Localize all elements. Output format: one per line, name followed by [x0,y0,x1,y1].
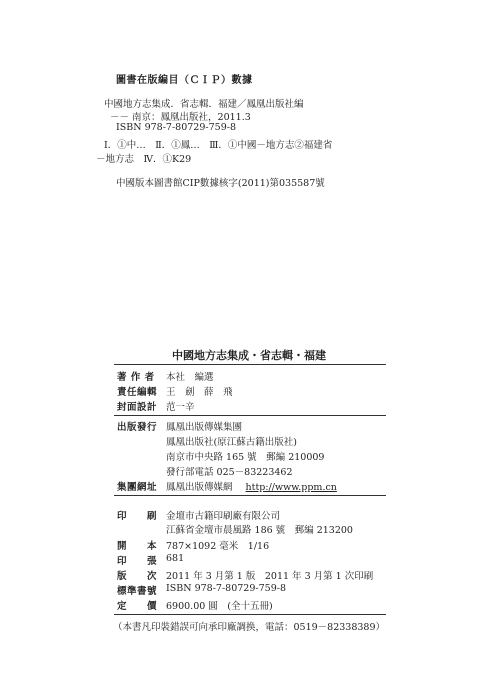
divider [114,614,386,615]
format-label: 開 本 [117,541,158,552]
website-label: 集團網址 [117,482,158,493]
cip-line-5: －地方志 Ⅳ．①K29 [96,154,192,165]
cip-heading: 圖書在版編目（ＣＩＰ）數據 [116,75,253,86]
format-value: 787×1092 毫米 1/16 [166,541,270,552]
cip-line-1: 中國地方志集成．省志輯．福建／鳳凰出版社編 [104,99,304,110]
publisher-label: 出版發行 [117,422,158,433]
printing-line-1: 金壇市古籍印刷廠有限公司 [166,511,281,522]
price-value: 6900.00 圓 (全十五冊) [166,601,273,612]
divider [114,364,386,365]
divider [114,415,386,416]
isbn-label: 標準書號 [117,586,158,597]
isbn-value: ISBN 978-7-80729-759-8 [166,583,286,594]
printing-line-2: 江蘇省金壇市晨風路 186 號 郵編 213200 [166,525,353,536]
edition-label: 版 次 [117,571,158,582]
author-label: 著 作 者 [117,372,155,383]
sheets-value: 681 [166,553,185,564]
cip-line-4: Ⅰ．①中… Ⅱ．①鳳… Ⅲ．①中國－地方志②福建省 [104,140,333,151]
cover-design-value: 范一辛 [166,402,195,413]
footer-note: （本書凡印裝錯誤可向承印廠調换，電話：0519－82338389） [112,622,386,633]
publisher-line-4: 發行部電話 025－83223462 [166,467,293,478]
cover-design-label: 封面設計 [117,402,158,413]
website-name: 鳳凰出版傳媒網 [166,482,233,493]
website-value [166,479,337,493]
publisher-line-1: 鳳凰出版傳媒集團 [166,422,243,433]
printing-label: 印 刷 [117,511,158,522]
editor-label: 責任編輯 [117,387,158,398]
cip-line-6: 中國版本圖書館CIP數據核字(2011)第035587號 [116,178,325,189]
editor-value: 王 劍 薛 飛 [166,387,233,398]
cip-line-3: ISBN 978-7-80729-759-8 [116,122,236,133]
book-title: 中國地方志集成・省志輯・福建 [172,349,326,362]
sheets-label: 印 張 [117,556,158,567]
author-value: 本社 編選 [166,372,214,383]
divider [114,495,386,496]
publisher-line-3: 南京市中央路 165 號 郵編 210009 [166,452,325,463]
edition-value: 2011 年 3 月第 1 版 2011 年 3 月第 1 次印刷 [166,571,374,582]
publisher-line-2: 鳳凰出版社(原江蘇古籍出版社) [166,437,297,448]
price-label: 定 價 [117,601,158,612]
website-url-link[interactable]: http://www.ppm.cn [245,482,337,493]
cip-line-2: －－ 南京：鳳凰出版社，2011.3 [110,112,251,123]
